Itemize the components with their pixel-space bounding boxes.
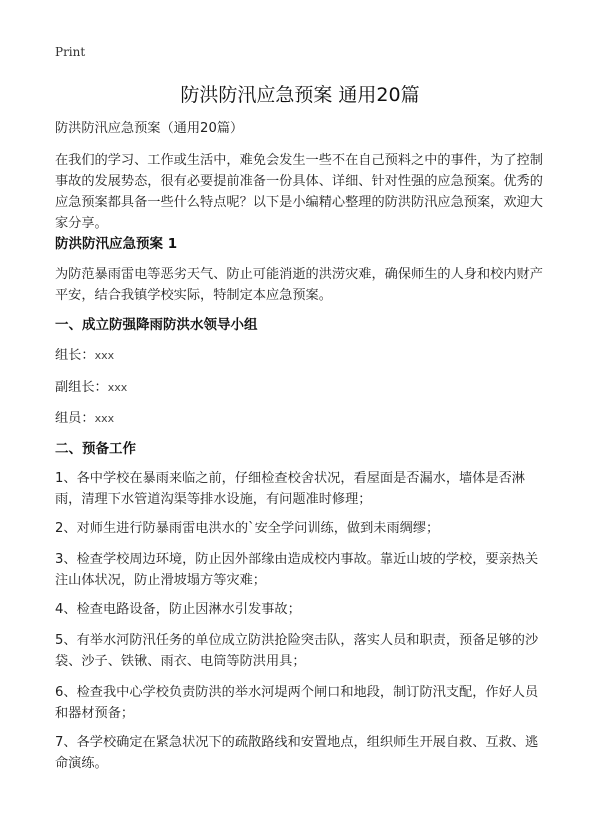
- member-line: [55, 408, 114, 429]
- heading-preparation: 二、预备工作: [55, 441, 136, 457]
- vice-leader-line: [55, 377, 127, 398]
- list-item: 6、检查我中心学校负责防洪的举水河堤两个闸口和地段，制订防汛支配，作好人员和器材预备；: [55, 685, 539, 721]
- subtitle: 防洪防汛应急预案（通用20篇）: [55, 121, 244, 136]
- member-value: xxx: [94, 412, 115, 425]
- leader-label: 组长：: [55, 348, 95, 363]
- list-item: 7、各学校确定在紧急状况下的疏散路线和安置地点，组织师生开展自救、互救、逃命演练。: [55, 735, 539, 771]
- list-item: 4、检查电路设备，防止因淋水引发事故；: [55, 602, 301, 617]
- list-item: 1、各中学校在暴雨来临之前，仔细检查校舍状况，看屋面是否漏水，墙体是否淋雨，清理下水管道沟渠等排水设施，有问题准时修理；: [55, 471, 525, 507]
- list-item: 3、检查学校周边环境，防止因外部缘由造成校内事故。靠近山坡的学校，要亲热关注山体状况，防止滑坡塌方等灾难；: [55, 552, 539, 588]
- page-title: 防洪防汛应急预案 通用20篇: [180, 84, 420, 106]
- list-item: 5、有举水河防汛任务的单位成立防洪抢险突击队，落实人员和职责，预备足够的沙袋、沙子、铁锹、雨衣、电筒等防洪用具；: [55, 633, 539, 669]
- print-link[interactable]: Print: [55, 45, 86, 59]
- intro-paragraph: 在我们的学习、工作或生活中，难免会发生一些不在自己预料之中的事件，为了控制事故的发展势态，很有必要提前准备一份具体、详细、针对性强的应急预案。优秀的应急预案都具备一些什么特点呢？以下是小编精心整理的防洪防汛应急预案，欢迎大家分享。: [55, 153, 543, 231]
- leader-line: [55, 345, 114, 366]
- leader-value: xxx: [94, 349, 115, 362]
- vice-leader-value: xxx: [107, 381, 128, 394]
- vice-leader-label: 副组长：: [55, 380, 108, 395]
- member-label: 组员：: [55, 411, 95, 426]
- purpose-paragraph: 为防范暴雨雷电等恶劣天气、防止可能消逝的洪涝灾难，确保师生的人身和校内财产平安，结合我镇学校实际，特制定本应急预案。: [55, 267, 543, 303]
- heading-leadership-group: 一、成立防强降雨防洪水领导小组: [55, 317, 258, 333]
- list-item: 2、对师生进行防暴雨雷电洪水的`安全学问训练，做到未雨绸缪；: [55, 521, 440, 536]
- section-heading: 防洪防汛应急预案 1: [55, 236, 178, 252]
